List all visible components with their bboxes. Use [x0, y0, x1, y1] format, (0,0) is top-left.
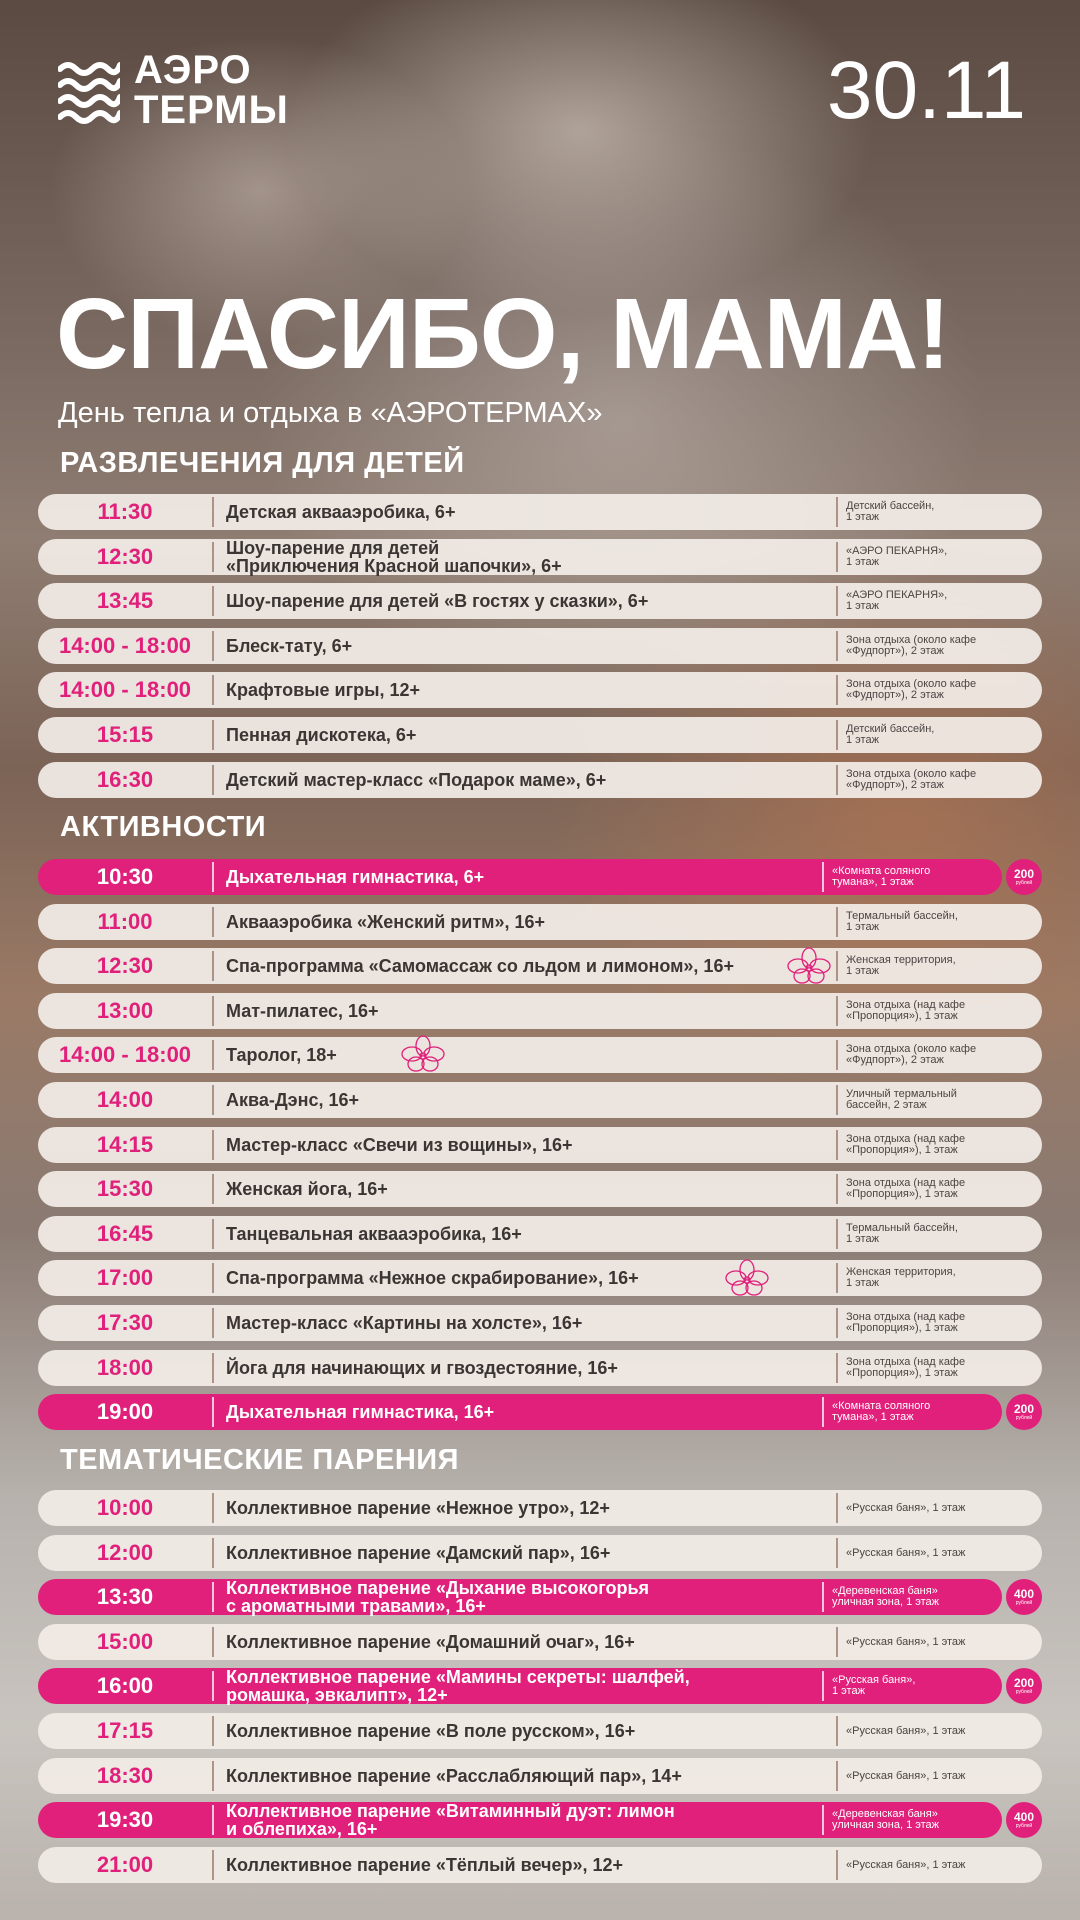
event-time: 13:45 — [96, 588, 154, 613]
event-place: Зона отдыха (около кафе «Фудпорт»), 2 этаж — [836, 675, 1042, 705]
event-time: 10:00 — [96, 1495, 154, 1520]
event-name: Шоу-парение для детей «Приключения Красной шапочки», 6+ — [212, 542, 836, 572]
price-badge — [1006, 859, 1042, 895]
event-name: Дыхательная гимнастика, 16+ — [212, 1397, 822, 1427]
schedule-row — [38, 1260, 1042, 1296]
flower-icon — [400, 1034, 446, 1074]
logo-text — [134, 50, 289, 130]
event-place: «Деревенская баня» уличная зона, 1 этаж — [822, 1582, 1002, 1612]
event-name: Детская аквааэробика, 6+ — [212, 497, 836, 527]
event-place: «АЭРО ПЕКАРНЯ», 1 этаж — [836, 542, 1042, 572]
event-time: 21:00 — [96, 1852, 154, 1877]
schedule-row — [38, 859, 1002, 895]
price-value: 200 — [1013, 1676, 1035, 1690]
price-value: 400 — [1013, 1810, 1035, 1824]
schedule-row — [38, 539, 1042, 575]
event-time: 14:15 — [96, 1132, 154, 1157]
event-name: Коллективное парение «Нежное утро», 12+ — [212, 1493, 836, 1523]
price-unit: рублей — [1015, 1600, 1033, 1606]
schedule-row — [38, 1847, 1042, 1883]
event-name: Коллективное парение «Мамины секреты: шалфей, ромашка, эвкалипт», 12+ — [212, 1671, 822, 1701]
event-time: 12:30 — [96, 953, 154, 978]
event-time: 17:15 — [96, 1718, 154, 1743]
event-time: 15:00 — [96, 1629, 154, 1654]
event-place: Зона отдыха (над кафе «Пропорция»), 1 этаж — [836, 1308, 1042, 1338]
price-badge — [1006, 1668, 1042, 1704]
event-time: 13:00 — [96, 998, 154, 1023]
flower-icon — [786, 946, 832, 986]
schedule-row — [38, 1490, 1042, 1526]
event-time: 19:00 — [96, 1399, 154, 1424]
event-time: 11:30 — [97, 499, 153, 524]
schedule-row — [38, 762, 1042, 798]
logo — [58, 50, 289, 130]
event-place: «Русская баня», 1 этаж — [836, 1538, 1042, 1568]
price-badge — [1006, 1802, 1042, 1838]
event-time: 16:45 — [96, 1221, 154, 1246]
schedule-row — [38, 1037, 1042, 1073]
flower-icon — [724, 1258, 770, 1298]
event-name: Женская йога, 16+ — [212, 1174, 836, 1204]
event-time: 13:30 — [96, 1584, 154, 1609]
price-value: 200 — [1013, 1402, 1035, 1416]
event-name: Шоу-парение для детей «В гостях у сказки», 6+ — [212, 586, 836, 616]
schedule-row — [38, 1127, 1042, 1163]
schedule-row — [38, 904, 1042, 940]
event-time: 15:30 — [96, 1176, 154, 1201]
event-place: Термальный бассейн, 1 этаж — [836, 1219, 1042, 1249]
event-time: 17:00 — [96, 1265, 154, 1290]
schedule-row — [38, 1171, 1042, 1207]
event-name: Коллективное парение «Дыхание высокогорья с ароматными травами», 16+ — [212, 1582, 822, 1612]
event-place: «Русская баня», 1 этаж — [836, 1716, 1042, 1746]
price-value: 400 — [1013, 1587, 1035, 1601]
logo-line-2: ТЕРМЫ — [134, 88, 289, 132]
event-name: Аквааэробика «Женский ритм», 16+ — [212, 907, 836, 937]
price-value: 200 — [1013, 867, 1035, 881]
section-title: ТЕМАТИЧЕСКИЕ ПАРЕНИЯ — [60, 1444, 459, 1476]
schedule-row — [38, 494, 1042, 530]
schedule-row — [38, 1579, 1002, 1615]
event-date: 30.11 — [826, 45, 1026, 136]
event-place: Зона отдыха (около кафе «Фудпорт»), 2 этаж — [836, 631, 1042, 661]
event-time: 14:00 — [96, 1087, 154, 1112]
section-title: РАЗВЛЕЧЕНИЯ ДЛЯ ДЕТЕЙ — [60, 447, 465, 479]
event-place: Зона отдыха (над кафе «Пропорция»), 1 этаж — [836, 1130, 1042, 1160]
event-time: 16:30 — [96, 767, 154, 792]
event-place: «АЭРО ПЕКАРНЯ», 1 этаж — [836, 586, 1042, 616]
schedule-row — [38, 717, 1042, 753]
event-name: Мастер-класс «Свечи из вощины», 16+ — [212, 1130, 836, 1160]
schedule-row — [38, 1305, 1042, 1341]
price-unit: рублей — [1015, 1689, 1033, 1695]
event-time: 14:00 - 18:00 — [58, 677, 192, 702]
schedule-row — [38, 672, 1042, 708]
schedule-row — [38, 1713, 1042, 1749]
event-place: «Русская баня», 1 этаж — [836, 1850, 1042, 1880]
schedule-row — [38, 1624, 1042, 1660]
event-time: 14:00 - 18:00 — [58, 633, 192, 658]
price-unit: рублей — [1015, 1823, 1033, 1829]
event-name: Коллективное парение «Витаминный дуэт: лимон и облепиха», 16+ — [212, 1805, 822, 1835]
event-name: Коллективное парение «Домашний очаг», 16+ — [212, 1627, 836, 1657]
event-time: 18:00 — [96, 1355, 154, 1380]
event-time: 16:00 — [96, 1673, 154, 1698]
event-place: «Русская баня», 1 этаж — [836, 1627, 1042, 1657]
event-time: 10:30 — [96, 864, 154, 889]
schedule-row — [38, 583, 1042, 619]
event-time: 19:30 — [96, 1807, 154, 1832]
event-place: Зона отдыха (около кафе «Фудпорт»), 2 этаж — [836, 1040, 1042, 1070]
schedule-row — [38, 993, 1042, 1029]
event-place: Детский бассейн, 1 этаж — [836, 497, 1042, 527]
event-name: Коллективное парение «Тёплый вечер», 12+ — [212, 1850, 836, 1880]
page-subtitle: День тепла и отдыха в «АЭРОТЕРМАХ» — [58, 397, 603, 429]
event-place: Детский бассейн, 1 этаж — [836, 720, 1042, 750]
event-name: Йога для начинающих и гвоздестояние, 16+ — [212, 1353, 836, 1383]
event-place: Женская территория, 1 этаж — [836, 951, 1042, 981]
event-name: Пенная дискотека, 6+ — [212, 720, 836, 750]
event-place: Термальный бассейн, 1 этаж — [836, 907, 1042, 937]
event-time: 12:30 — [96, 544, 154, 569]
event-name: Коллективное парение «Дамский пар», 16+ — [212, 1538, 836, 1568]
price-badge — [1006, 1579, 1042, 1615]
event-name: Дыхательная гимнастика, 6+ — [212, 862, 822, 892]
event-place: Зона отдыха (около кафе «Фудпорт»), 2 этаж — [836, 765, 1042, 795]
schedule-row — [38, 1082, 1042, 1118]
event-place: Зона отдыха (над кафе «Пропорция»), 1 этаж — [836, 996, 1042, 1026]
price-badge — [1006, 1394, 1042, 1430]
event-time: 12:00 — [96, 1540, 154, 1565]
event-name: Блеск-тату, 6+ — [212, 631, 836, 661]
event-name: Мастер-класс «Картины на холсте», 16+ — [212, 1308, 836, 1338]
event-name: Мат-пилатес, 16+ — [212, 996, 836, 1026]
page-title: СПАСИБО, МАМА! — [56, 278, 950, 390]
event-place: «Комната соляного тумана», 1 этаж — [822, 862, 1002, 892]
schedule-row — [38, 1802, 1002, 1838]
section-title: АКТИВНОСТИ — [60, 811, 267, 843]
schedule-row — [38, 628, 1042, 664]
event-name: Крафтовые игры, 12+ — [212, 675, 836, 705]
waves-logo-icon — [58, 55, 120, 125]
event-place: «Деревенская баня» уличная зона, 1 этаж — [822, 1805, 1002, 1835]
event-name: Таролог, 18+ — [212, 1040, 836, 1070]
schedule-row — [38, 1394, 1002, 1430]
price-unit: рублей — [1015, 1415, 1033, 1421]
event-name: Спа-программа «Самомассаж со льдом и лимоном», 16+ — [212, 951, 836, 981]
event-place: «Комната соляного тумана», 1 этаж — [822, 1397, 1002, 1427]
event-time: 17:30 — [96, 1310, 154, 1335]
event-place: «Русская баня», 1 этаж — [822, 1671, 1002, 1701]
event-time: 18:30 — [96, 1763, 154, 1788]
schedule-row — [38, 1535, 1042, 1571]
event-name: Спа-программа «Нежное скрабирование», 16+ — [212, 1263, 836, 1293]
event-place: Зона отдыха (над кафе «Пропорция»), 1 этаж — [836, 1353, 1042, 1383]
schedule-row — [38, 1216, 1042, 1252]
schedule-row — [38, 1758, 1042, 1794]
event-time: 11:00 — [97, 909, 153, 934]
event-name: Танцевальная аквааэробика, 16+ — [212, 1219, 836, 1249]
event-place: «Русская баня», 1 этаж — [836, 1493, 1042, 1523]
event-name: Детский мастер-класс «Подарок маме», 6+ — [212, 765, 836, 795]
event-name: Коллективное парение «Расслабляющий пар», 14+ — [212, 1761, 836, 1791]
event-name: Аква-Дэнс, 16+ — [212, 1085, 836, 1115]
logo-line-1: АЭРО — [134, 48, 252, 92]
event-place: Женская территория, 1 этаж — [836, 1263, 1042, 1293]
price-unit: рублей — [1015, 880, 1033, 886]
event-place: «Русская баня», 1 этаж — [836, 1761, 1042, 1791]
event-time: 14:00 - 18:00 — [58, 1042, 192, 1067]
event-time: 15:15 — [96, 722, 154, 747]
schedule-row — [38, 1668, 1002, 1704]
schedule-row — [38, 1350, 1042, 1386]
event-place: Уличный термальный бассейн, 2 этаж — [836, 1085, 1042, 1115]
schedule-row — [38, 948, 1042, 984]
event-place: Зона отдыха (над кафе «Пропорция»), 1 этаж — [836, 1174, 1042, 1204]
event-name: Коллективное парение «В поле русском», 16+ — [212, 1716, 836, 1746]
